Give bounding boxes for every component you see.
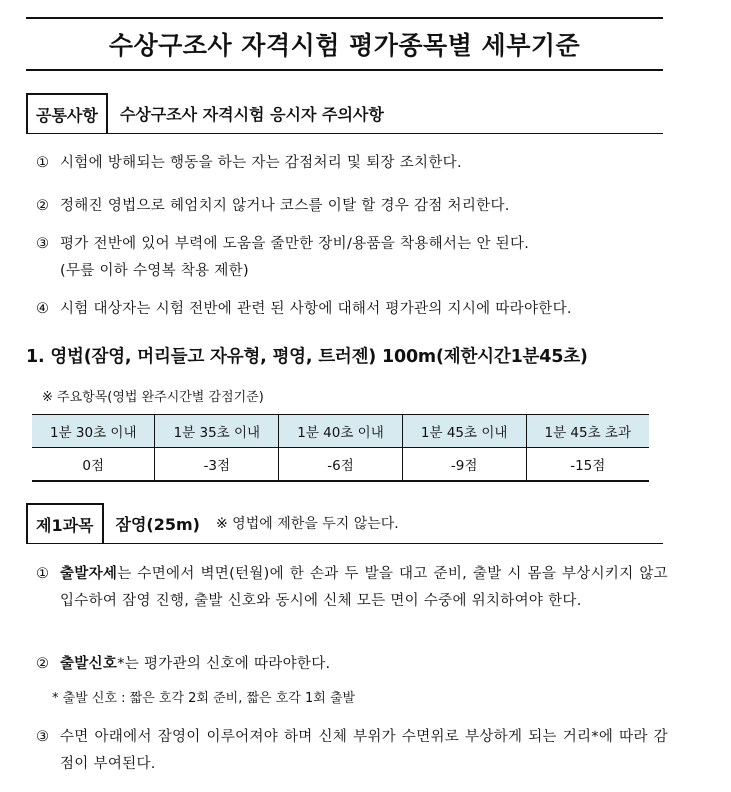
page-title: 수상구조사 자격시험 평가종목별 세부기준 <box>108 31 581 60</box>
subject1-item-3: ③ 수면 아래에서 잠영이 이루어져야 하며 신체 부위가 수면위로 부상하게 되는 거리*에 따라 감점이 부여된다. <box>36 729 668 772</box>
common-section-title: 수상구조사 자격시험 응시자 주의사항 <box>119 104 384 124</box>
score-header: 1분 30초 이내 <box>32 415 155 448</box>
subject1-item-1: ① 출발자세는 수면에서 벽면(턴월)에 한 손과 두 발을 대고 준비, 출발 시 몸을 부상시키지 않고 입수하여 잠영 진행, 출발 신호와 동시에 신체 모든 면이 수중에 위치하여야 한다. <box>36 566 668 609</box>
subject1-item-2: ② 출발신호*는 평가관의 신호에 따라야한다. <box>36 656 331 672</box>
keyword: 출발신호 <box>60 656 118 672</box>
common-section-header <box>26 93 663 134</box>
score-header: 1분 35초 이내 <box>155 415 279 448</box>
score-table-row <box>32 448 649 482</box>
common-item-3: ③ 평가 전반에 있어 부력에 도움을 줄만한 장비/용품을 착용해서는 안 된다. (무릎 이하 수영복 착용 제한) <box>36 231 668 285</box>
score-cell: -6점 <box>279 448 403 482</box>
common-item-2: ② 정해진 영법으로 헤엄치지 않거나 코스를 이탈 할 경우 감점 처리한다. <box>36 198 510 214</box>
table-note: ※ 주요항목(영법 완주시간별 감점기준) <box>42 390 264 405</box>
section1-heading: 1. 영법(잠영, 머리들고 자유형, 평영, 트러젠) 100m(제한시간1분45초) <box>26 347 588 367</box>
keyword: 출발자세 <box>60 566 118 582</box>
common-item-1: ① 시험에 방해되는 행동을 하는 자는 감점처리 및 퇴장 조치한다. <box>36 155 462 171</box>
score-table <box>32 414 649 482</box>
score-table-header-row <box>32 415 649 448</box>
common-item-3-text: 평가 전반에 있어 부력에 도움을 줄만한 장비/용품을 착용해서는 안 된다. <box>60 236 530 252</box>
start-signal-footnote: * 출발 신호 : 짧은 호각 2회 준비, 짧은 호각 1회 출발 <box>52 691 356 706</box>
subject1-header <box>26 503 663 544</box>
score-cell: -3점 <box>155 448 279 482</box>
page-title-bar <box>26 17 663 71</box>
common-item-4: ④ 시험 대상자는 시험 전반에 관련 된 사항에 대해서 평가관의 지시에 따라야한다. <box>36 301 572 317</box>
score-header: 1분 45초 초과 <box>526 415 649 448</box>
score-cell: 0점 <box>32 448 155 482</box>
subject1-label: 제1과목 <box>26 503 104 543</box>
common-section-label: 공통사항 <box>26 93 108 133</box>
common-item-3-sub: (무릎 이하 수영복 착용 제한) <box>60 263 249 279</box>
subject1-note: ※ 영법에 제한을 두지 않는다. <box>216 516 399 532</box>
score-cell: -15점 <box>526 448 649 482</box>
score-header: 1분 40초 이내 <box>279 415 403 448</box>
subject1-title: 잠영(25m) <box>115 514 200 534</box>
score-cell: -9점 <box>402 448 526 482</box>
score-header: 1분 45초 이내 <box>402 415 526 448</box>
